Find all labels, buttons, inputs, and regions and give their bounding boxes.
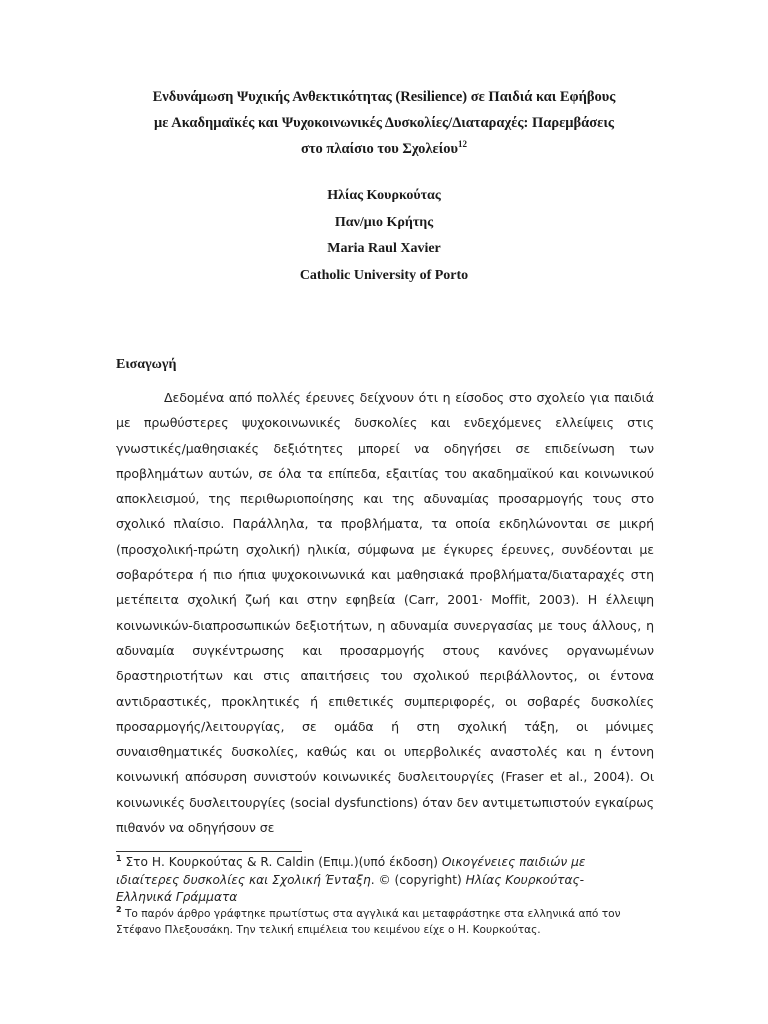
author-affiliation-2: Catholic University of Porto <box>299 267 469 283</box>
section-heading: Εισαγωγή <box>116 357 177 372</box>
title-line-2: με Ακαδημαϊκές και Ψυχοκοινωνικές Δυσκολίες/Διαταραχές: Παρεμβάσεις <box>154 115 614 131</box>
paper-title <box>100 84 668 162</box>
author-block <box>100 183 668 289</box>
title-line-3 <box>100 136 668 162</box>
author-name-2: Maria Raul Xavier <box>327 241 441 256</box>
footnote-1-publisher: Ηλίας Κουρκούτας- Ελληνικά Γράμματα <box>116 872 585 904</box>
title-line-3-text: στο πλαίσιο του Σχολείου <box>300 141 459 157</box>
title-footnote-marks: 12 <box>458 139 468 149</box>
body-paragraph: Δεδομένα από πολλές έρευνες δείχνουν ότι η είσοδος στο σχολείο για παιδιά με πρωθύστερες ψυχοκοινωνικές δυσκολίες και ενδεχόμενες ελλείψεις στις γνωστικές/μαθησιακές δεξιότητες μπορεί να οδηγήσει σε επιδείνωση των προβλημάτων αυτών, σε όλα τα επίπεδα, εξαιτίας του ακαδημαϊκού και κοινωνικού αποκλεισμού, της περιθωριοποίησης και της αδυναμίας προσαρμογής τους στο σχολικό πλαίσιο. Παράλληλα, τα προβλήματα, τα οποία εκδηλώνονται σε μικρή (προσχολική-πρώτη σχολική) ηλικία, σύμφωνα με έγκυρες έρευνες, συνδέονται με σοβαρότερα ή πιο ήπια ψυχοκοινωνικά και μαθησιακά προβλήματα/διαταραχές στη μετέπειτα σχολική ζωή και στην εφηβεία (Carr, 2001· Moffit, 2003). Η έλλειψη κοινωνικών-διαπροσωπικών δεξιοτήτων, η αδυναμία συνεργασίας με τους άλλους, η αδυναμία συγκέντρωσης και προσαρμογής στους κανόνες οργανωμένων δραστηριοτήτων και στις απαιτήσεις του σχολικού περιβάλλοντος, οι έντονα αντιδραστικές, προκλητικές ή επιθετικές συμπεριφορές, οι σοβαρές δυσκολίες προσαρμογής/λειτουργίας, σε ομάδα ή στη σχολική τάξη, οι μόνιμες συναισθηματικές δυσκολίες, καθώς και οι υπερβολικές αναστολές και η έντονη κοινωνική απόσυρση συνιστούν κοινωνικές δυσλειτουργίες (Fraser et al., 2004). Οι κοινωνικές δυσλειτουργίες (social dysfunctions) όταν δεν αντιμετωπιστούν εγκαίρως πιθανόν να οδηγήσουν σε <box>116 390 654 836</box>
author-name-1: Ηλίας Κουρκούτας <box>327 188 441 203</box>
footnote-1-mark: 1 <box>116 854 122 863</box>
author-affiliation-1: Παν/μιο Κρήτης <box>334 214 434 230</box>
footnote-2-mark: 2 <box>116 905 122 914</box>
title-line-1: Ενδυνάμωση Ψυχικής Ανθεκτικότητας (Resilience) σε Παιδιά και Εφήβους <box>152 89 616 105</box>
footnote-1 <box>116 854 636 907</box>
footnote-1-text-a: Στο Η. Κουρκούτας & R. Caldin (Επιμ.)(υπό έκδοση) <box>121 855 442 869</box>
footnote-1-book-title: Οικογένειες παιδιών με ιδιαίτερες δυσκολίες και Σχολική Ένταξη <box>116 855 586 887</box>
footnote-2-text: Το παρόν άρθρο γράφτηκε πρωτίστως στα αγγλικά και μεταφράστηκε στα ελληνικά από τον Στέφανο Πλεξουσάκη. Την τελική επιμέλεια του κειμένου είχε ο Η. Κουρκούτας. <box>116 908 621 936</box>
footnote-divider <box>116 851 302 852</box>
footnote-2 <box>116 907 646 938</box>
footnote-1-text-b: . © (copyright) <box>370 872 466 887</box>
